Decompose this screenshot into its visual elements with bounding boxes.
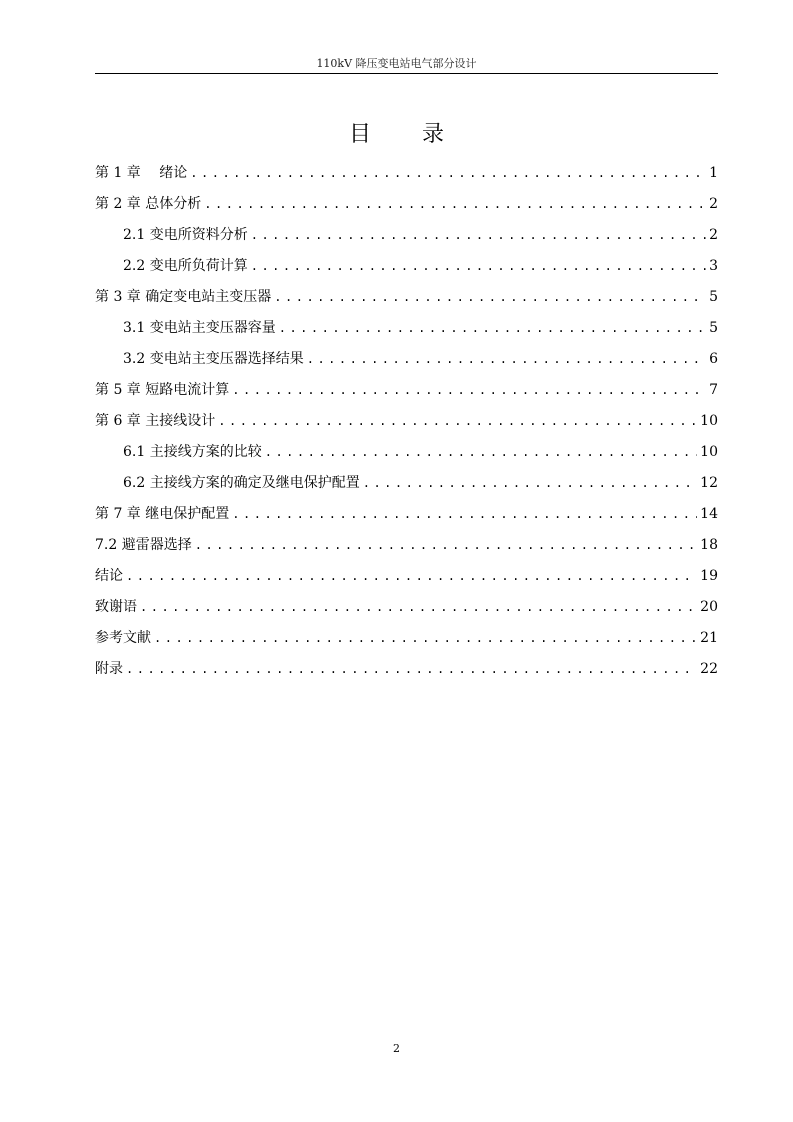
- toc-dot-leader: [154, 623, 697, 654]
- toc-entry[interactable]: [95, 592, 718, 623]
- header-divider: [95, 73, 718, 74]
- toc-entry-page: 21: [700, 630, 718, 646]
- toc-entry-label: 6.1 主接线方案的比较: [123, 444, 262, 460]
- toc-entry-label: 3.2 变电站主变压器选择结果: [123, 351, 304, 367]
- toc-entry[interactable]: [95, 437, 718, 468]
- toc-entry-page: 19: [700, 568, 718, 584]
- toc-entry-page: 14: [700, 506, 718, 522]
- toc-entry[interactable]: [95, 282, 718, 313]
- toc-entry[interactable]: [95, 623, 718, 654]
- toc-dot-leader: [265, 437, 697, 468]
- toc-entry-label: 7.2 避雷器选择: [95, 537, 192, 553]
- toc-entry[interactable]: [95, 499, 718, 530]
- toc-title: 目 录: [349, 122, 466, 147]
- toc-entry-label: 第 2 章 总体分析: [95, 196, 202, 212]
- toc-dot-leader: [195, 530, 697, 561]
- toc-entry-page: 18: [700, 537, 718, 553]
- toc-entry-label: 结论: [95, 568, 123, 584]
- toc-dot-leader: [274, 282, 706, 313]
- toc-entry[interactable]: [95, 561, 718, 592]
- toc-entry[interactable]: [95, 344, 718, 375]
- toc-entry-label: 3.1 变电站主变压器容量: [123, 320, 276, 336]
- toc-dot-leader: [232, 375, 706, 406]
- toc-entry-page: 3: [709, 258, 718, 274]
- page-number: 2: [393, 1042, 400, 1055]
- toc-entry-label: 2.1 变电所资料分析: [123, 227, 248, 243]
- toc-entry-label: 附录: [95, 661, 123, 677]
- toc-entry-label: 第 5 章 短路电流计算: [95, 382, 230, 398]
- toc-dot-leader: [126, 654, 697, 685]
- toc-entry-page: 2: [709, 227, 718, 243]
- toc-dot-leader: [279, 313, 706, 344]
- toc-entry-page: 10: [700, 444, 718, 460]
- toc-entry-page: 22: [700, 661, 718, 677]
- toc-entry-page: 5: [709, 320, 718, 336]
- toc-entry[interactable]: [95, 251, 718, 282]
- toc-entry-page: 7: [709, 382, 718, 398]
- toc-entry[interactable]: [95, 158, 718, 189]
- toc-entry-label: 第 1 章 绪论: [95, 165, 188, 181]
- toc-dot-leader: [126, 561, 697, 592]
- toc-entry[interactable]: [95, 654, 718, 685]
- toc-entry[interactable]: [95, 313, 718, 344]
- toc-dot-leader: [251, 251, 706, 282]
- toc-dot-leader: [204, 189, 706, 220]
- toc-dot-leader: [232, 499, 697, 530]
- toc-entry-label: 第 7 章 继电保护配置: [95, 506, 230, 522]
- toc-entry-label: 第 6 章 主接线设计: [95, 413, 216, 429]
- toc-entry-label: 第 3 章 确定变电站主变压器: [95, 289, 272, 305]
- toc-entry-page: 1: [709, 165, 718, 181]
- toc-dot-leader: [251, 220, 706, 251]
- toc-entry[interactable]: [95, 468, 718, 499]
- table-of-contents: [95, 158, 718, 685]
- toc-dot-leader: [363, 468, 697, 499]
- toc-entry[interactable]: [95, 220, 718, 251]
- toc-dot-leader: [218, 406, 697, 437]
- toc-dot-leader: [307, 344, 706, 375]
- toc-entry-page: 6: [709, 351, 718, 367]
- toc-dot-leader: [190, 158, 706, 189]
- toc-entry-page: 12: [700, 475, 718, 491]
- toc-entry-page: 5: [709, 289, 718, 305]
- toc-entry[interactable]: [95, 530, 718, 561]
- toc-entry-label: 致谢语: [95, 599, 137, 615]
- toc-dot-leader: [140, 592, 697, 623]
- toc-entry-page: 2: [709, 196, 718, 212]
- toc-entry[interactable]: [95, 375, 718, 406]
- toc-entry-page: 10: [700, 413, 718, 429]
- toc-entry-label: 2.2 变电所负荷计算: [123, 258, 248, 274]
- toc-entry[interactable]: [95, 189, 718, 220]
- running-title: 110kV 降压变电站电气部分设计: [316, 57, 477, 70]
- toc-entry-page: 20: [700, 599, 718, 615]
- toc-entry-label: 6.2 主接线方案的确定及继电保护配置: [123, 475, 360, 491]
- toc-entry[interactable]: [95, 406, 718, 437]
- toc-entry-label: 参考文献: [95, 630, 151, 646]
